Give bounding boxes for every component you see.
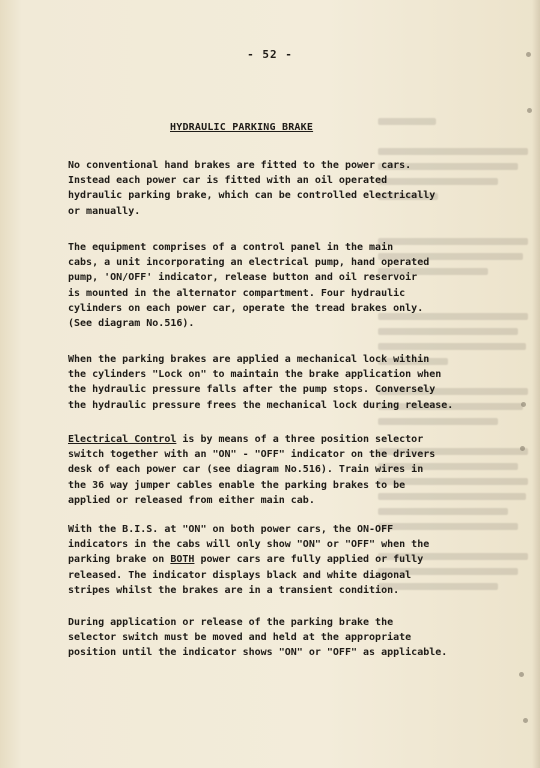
emphasis-both: BOTH — [170, 554, 195, 566]
text-line: the cylinders "Lock on" to maintain the brake application when — [68, 369, 442, 381]
text-line: (See diagram No.516). — [68, 318, 195, 330]
text-fragment: is by means of a three position selector — [176, 434, 424, 445]
paragraph-intro — [68, 158, 448, 219]
paragraph-mechanical-lock — [68, 352, 454, 413]
text-line: or manually. — [68, 205, 141, 217]
paragraph-equipment — [68, 240, 448, 331]
binding-hole — [527, 108, 532, 113]
text-line: cabs, a unit incorporating an electrical pump, hand operated — [68, 257, 430, 269]
paragraph-application-release — [68, 615, 448, 661]
binding-hole — [521, 402, 526, 407]
page-number: - 52 - — [247, 48, 293, 61]
text-line — [68, 432, 448, 447]
text-line: the 36 way jumper cables enable the parking brakes to be — [68, 479, 406, 491]
text-line: During application or release of the parking brake the — [68, 617, 394, 628]
text-line: position until the indicator shows "ON" or "OFF" as applicable. — [68, 647, 448, 659]
text-fragment: power cars are fully applied or fully — [194, 554, 424, 566]
section-heading: HYDRAULIC PARKING BRAKE — [170, 122, 314, 133]
text-line: the hydraulic pressure frees the mechanical lock during release. — [68, 399, 454, 411]
text-line: applied or released from either main cab. — [68, 494, 315, 506]
text-line: released. The indicator displays black and white diagonal — [68, 569, 412, 581]
text-line: hydraulic parking brake, which can be controlled electrically — [68, 190, 436, 202]
text-line: No conventional hand brakes are fitted to the power cars. — [68, 160, 412, 171]
subheading-electrical-control: Electrical Control — [68, 434, 177, 445]
text-line: Instead each power car is fitted with an oil operated — [68, 175, 388, 187]
text-line: indicators in the cabs will only show "ON" or "OFF" when the — [68, 539, 430, 551]
text-line: When the parking brakes are applied a mechanical lock within — [68, 354, 430, 365]
paragraph-bis-indicators — [68, 522, 448, 598]
paragraph-electrical-control — [68, 432, 448, 508]
text-line: With the B.I.S. at "ON" on both power cars, the ON-OFF — [68, 524, 394, 535]
text-line — [68, 552, 448, 567]
text-line: The equipment comprises of a control panel in the main — [68, 242, 394, 253]
binding-hole — [523, 718, 528, 723]
binding-hole — [519, 672, 524, 677]
text-line: stripes whilst the brakes are in a transient condition. — [68, 584, 400, 596]
text-fragment: parking brake on — [68, 554, 171, 566]
text-line: desk of each power car (see diagram No.516). Train wires in — [68, 464, 424, 476]
binding-hole — [520, 446, 525, 451]
text-line: switch together with an "ON" - "OFF" indicator on the drivers — [68, 449, 436, 461]
text-line: is mounted in the alternator compartment. Four hydraulic — [68, 287, 406, 299]
text-line: selector switch must be moved and held at the appropriate — [68, 632, 412, 644]
text-line: the hydraulic pressure falls after the pump stops. Conversely — [68, 384, 436, 396]
text-line: pump, 'ON/OFF' indicator, release button and oil reservoir — [68, 272, 418, 284]
text-line: cylinders on each power car, operate the tread brakes only. — [68, 302, 424, 314]
